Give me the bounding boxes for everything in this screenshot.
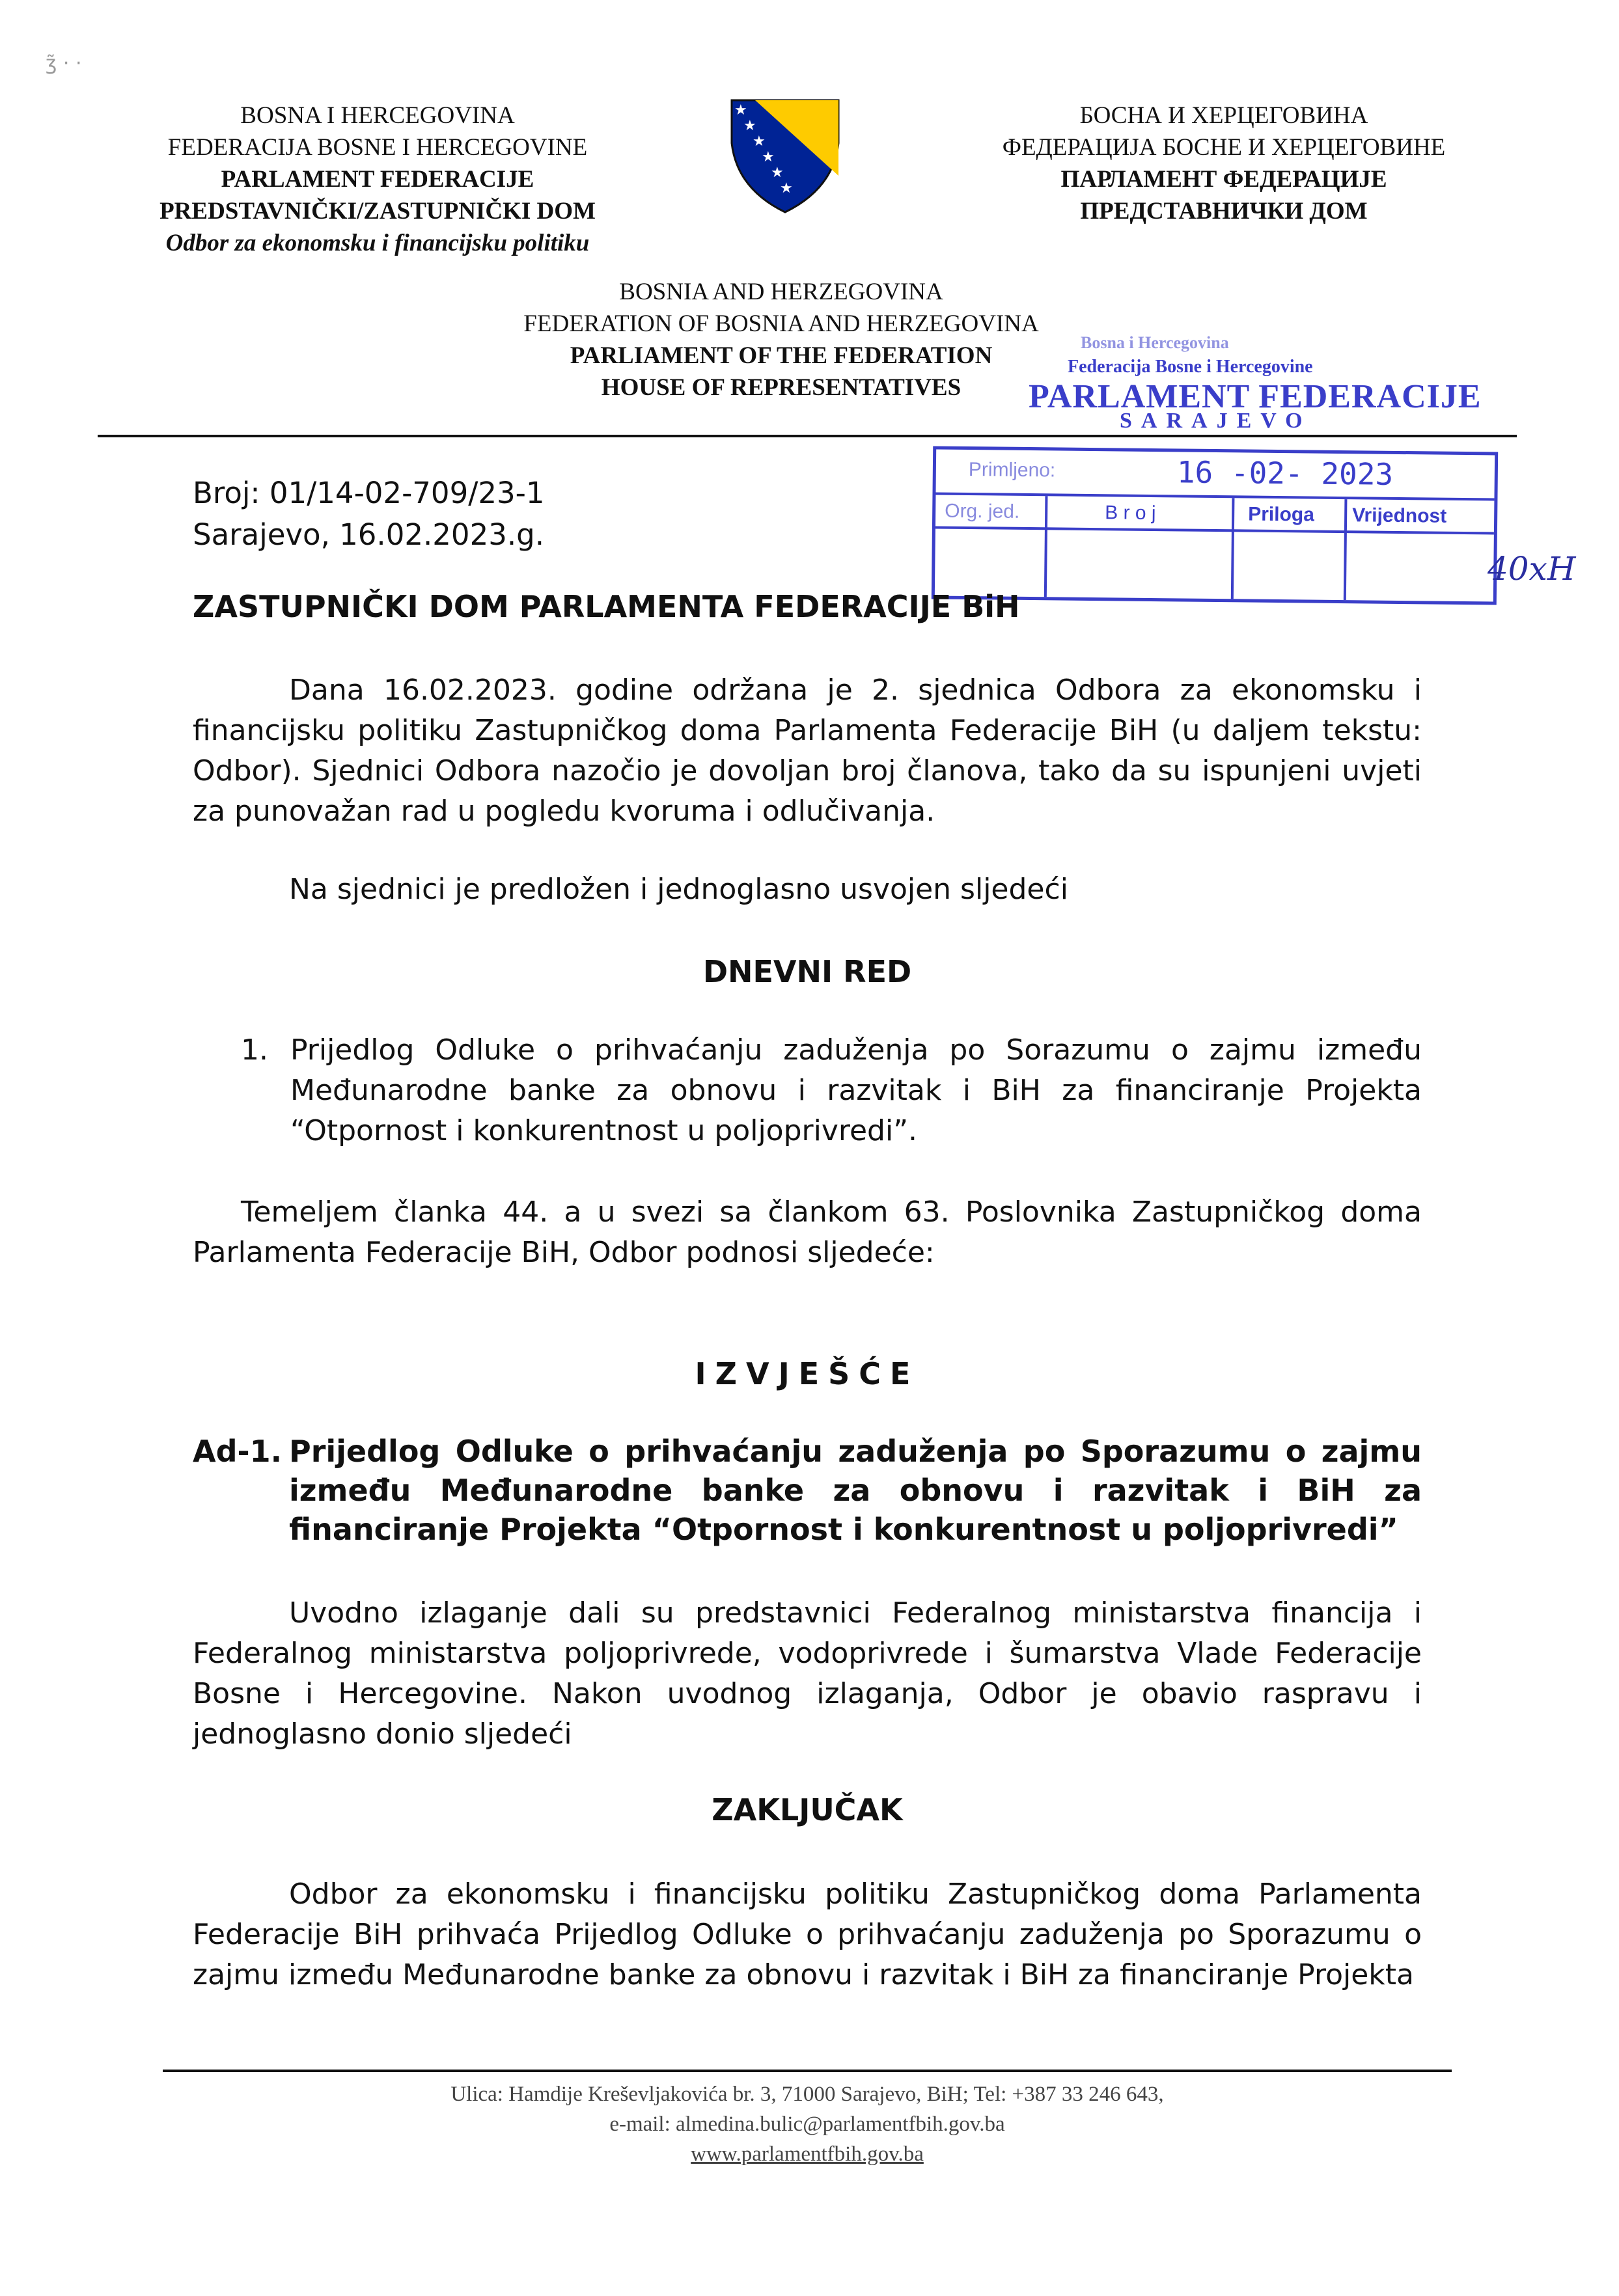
- report-item: [193, 1432, 1422, 1549]
- footer-address: Ulica: Hamdije Kreševljakovića br. 3, 71000 Sarajevo, BiH; Tel: +387 33 246 643,: [450, 2083, 1164, 2106]
- committee-name: Odbor za ekonomsku i financijsku politiku: [165, 230, 590, 256]
- svg-text:★: ★: [780, 180, 793, 197]
- proposal-line: Na sjednici je predložen i jednoglasno usvojen sljedeći: [289, 873, 1068, 906]
- conclusion-paragraph: Odbor za ekonomsku i financijsku politiku Zastupničkog doma Parlamenta Federacije BiH prihvaća Prijedlog Odluke o prihvaćanju zaduženja po Sporazumu o zajmu između Međunarodne banke za obnovu i razvitak i BiH za financiranje Projekta: [193, 1878, 1422, 1991]
- addressee: ZASTUPNIČKI DOM PARLAMENTA FEDERACIJE BiH: [193, 589, 1020, 624]
- stamp-column-label: Priloga: [1248, 503, 1315, 526]
- stamp-column-label: B r o j: [1105, 502, 1156, 525]
- report-item-title: Prijedlog Odluke o prihvaćanju zaduženja po Sporazumu o zajmu između Međunarodne banke za obnovu i razvitak i BiH za financiranje Projekta “Otpornost i konkurentnost u poljoprivredi”: [289, 1434, 1422, 1547]
- handwritten-note: 40xH: [1488, 550, 1576, 588]
- svg-text:★: ★: [734, 102, 747, 118]
- svg-text:★: ★: [753, 133, 766, 150]
- reception-stamp: [924, 325, 1497, 605]
- coat-of-arms-emblem: [729, 98, 841, 215]
- stamp-grid-line: [935, 493, 1494, 501]
- stamp-grid: [932, 446, 1498, 605]
- corner-scribble: ʒ̃ · ·: [46, 52, 82, 75]
- letterhead-right-line: ПАРЛАМЕНТ ФЕДЕРАЦИЈЕ: [1060, 166, 1387, 193]
- footer-email[interactable]: e-mail: almedina.bulic@parlamentfbih.gov.ba: [609, 2112, 1005, 2136]
- agenda-item-number: 1.: [241, 1033, 268, 1067]
- letterhead-right: [957, 100, 1491, 227]
- stamp-grid-line: [1044, 496, 1048, 597]
- svg-text:★: ★: [762, 149, 775, 165]
- svg-text:★: ★: [743, 118, 756, 134]
- presentation-paragraph: Uvodno izlaganje dali su predstavnici Federalnog ministarstva financija i Federalnog ministarstva poljoprivrede, vodoprivrede i šumarstva Vlade Federacije Bosne i Hercegovine. Nakon uvodnog izlaganja, Odbor je obavio raspravu i jednoglasno donio sljedeći: [193, 1596, 1422, 1751]
- footer-divider: [163, 2070, 1452, 2072]
- document-number: Broj: 01/14-02-709/23-1: [193, 476, 545, 510]
- report-item-number: Ad-1.: [193, 1434, 283, 1469]
- agenda-item-text: Prijedlog Odluke o prihvaćanju zaduženja po Sorazumu o zajmu između Međunarodne banke za obnovu i razvitak i BiH za financiranje Projekta “Otpornost i konkurentnost u poljoprivredi”.: [290, 1033, 1422, 1147]
- letterhead-left: [124, 100, 631, 259]
- letterhead-left-line: PARLAMENT FEDERACIJE: [221, 166, 534, 193]
- report-title: IZVJEŠĆE: [695, 1356, 920, 1391]
- footer: [163, 2079, 1452, 2169]
- letterhead-right-line: ПРЕДСТАВНИЧКИ ДОМ: [1080, 198, 1368, 225]
- stamp-received-label: Primljeno:: [968, 459, 1056, 482]
- letterhead-left-line: FEDERACIJA BOSNE I HERCEGOVINE: [167, 134, 588, 161]
- stamp-line: Federacija Bosne i Hercegovine: [1068, 357, 1313, 377]
- stamp-line: SARAJEVO: [1120, 409, 1312, 433]
- footer-website-link[interactable]: www.parlamentfbih.gov.ba: [691, 2142, 924, 2166]
- stamp-grid-line: [1344, 499, 1348, 600]
- stamp-column-label: Vrijednost: [1352, 504, 1447, 527]
- agenda-item: [241, 1030, 1422, 1151]
- letterhead-right-line: ФЕДЕРАЦИЈА БОСНЕ И ХЕРЦЕГОВИНЕ: [1002, 134, 1446, 161]
- stamp-received-date: 16 -02- 2023: [1176, 454, 1394, 492]
- stamp-grid-line: [935, 526, 1494, 535]
- letterhead-center-line: HOUSE OF REPRESENTATIVES: [601, 374, 962, 401]
- stamp-grid-line: [1231, 498, 1235, 599]
- stamp-line: PARLAMENT FEDERACIJE: [1029, 378, 1482, 415]
- document-place-date: Sarajevo, 16.02.2023.g.: [193, 517, 544, 552]
- agenda-list: [241, 1030, 1422, 1151]
- letterhead-center-line: FEDERATION OF BOSNIA AND HERZEGOVINA: [523, 310, 1039, 337]
- letterhead-left-line: BOSNA I HERCEGOVINA: [240, 102, 515, 129]
- stamp-line: Bosna i Hercegovina: [1081, 333, 1229, 352]
- conclusion-title: ZAKLJUČAK: [712, 1792, 903, 1827]
- basis-paragraph: Temeljem članka 44. a u svezi sa člankom 63. Poslovnika Zastupničkog doma Parlamenta Federacije BiH, Odbor podnosi sljedeće:: [193, 1196, 1422, 1269]
- agenda-title: DNEVNI RED: [702, 954, 912, 989]
- document-reference: [193, 472, 544, 556]
- letterhead-center-line: PARLIAMENT OF THE FEDERATION: [570, 342, 993, 369]
- letterhead-left-line: PREDSTAVNIČKI/ZASTUPNIČKI DOM: [159, 198, 596, 225]
- stamp-column-label: Org. jed.: [945, 500, 1020, 523]
- intro-paragraph: Dana 16.02.2023. godine održana je 2. sjednica Odbora za ekonomsku i financijsku politiku Zastupničkog doma Parlamenta Federacije BiH (u daljem tekstu: Odbor). Sjednici Odbora nazočio je dovoljan broj članova, tako da su ispunjeni uvjeti za punovažan rad u pogledu kvoruma i odlučivanja.: [193, 674, 1422, 828]
- letterhead-right-line: БОСНА И ХЕРЦЕГОВИНА: [1079, 102, 1368, 129]
- letterhead-center-line: BOSNIA AND HERZEGOVINA: [619, 279, 943, 305]
- svg-text:★: ★: [771, 165, 784, 181]
